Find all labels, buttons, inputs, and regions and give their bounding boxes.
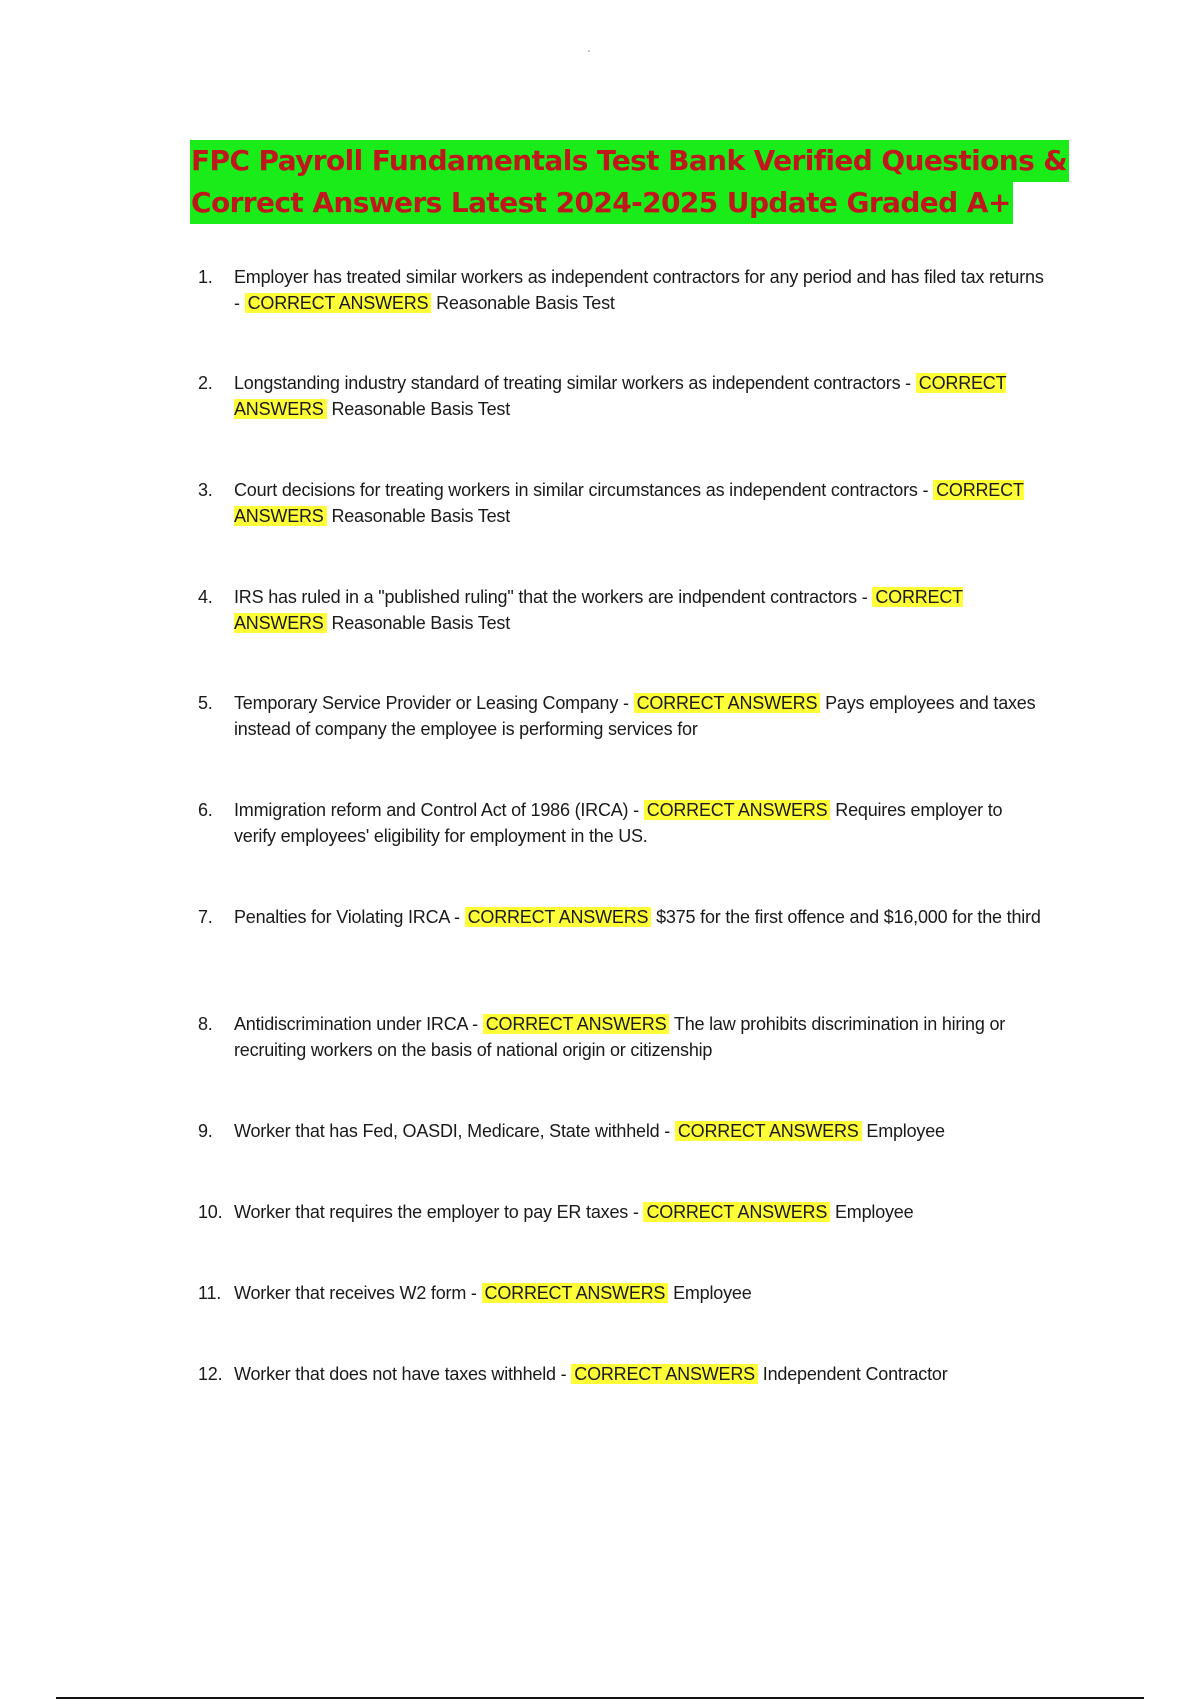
- question-body: [234, 584, 1048, 636]
- answer-text: Employee: [673, 1283, 752, 1303]
- question-text: Worker that does not have taxes withheld -: [234, 1364, 567, 1384]
- question-number: 8.: [198, 1014, 213, 1034]
- correct-answers-label: CORRECT ANSWERS: [234, 480, 1024, 526]
- question-body: [234, 904, 1048, 930]
- correct-answers-label: CORRECT ANSWERS: [644, 800, 831, 820]
- question-item-12: [198, 1361, 1048, 1387]
- question-number: 9.: [198, 1121, 213, 1141]
- question-text: Employer has treated similar workers as independent contractors for any period and has filed tax returns -: [234, 267, 1044, 313]
- question-item-9: [198, 1118, 1048, 1144]
- question-body: [234, 1118, 1048, 1144]
- question-text: Longstanding industry standard of treating similar workers as independent contractors -: [234, 373, 911, 393]
- correct-answers-label: CORRECT ANSWERS: [571, 1364, 758, 1384]
- question-body: [234, 690, 1048, 742]
- question-text: IRS has ruled in a "published ruling" that the workers are indpendent contractors -: [234, 587, 868, 607]
- question-body: [234, 370, 1048, 422]
- question-number: 7.: [198, 907, 213, 927]
- question-text: Worker that has Fed, OASDI, Medicare, State withheld -: [234, 1121, 671, 1141]
- correct-answers-label: CORRECT ANSWERS: [482, 1283, 669, 1303]
- correct-answers-label: CORRECT ANSWERS: [483, 1014, 670, 1034]
- correct-answers-label: CORRECT ANSWERS: [675, 1121, 862, 1141]
- question-item-11: [198, 1280, 1048, 1306]
- question-body: [234, 797, 1048, 849]
- question-item-3: [198, 477, 1048, 529]
- answer-text: Reasonable Basis Test: [331, 613, 511, 633]
- question-text: Penalties for Violating IRCA -: [234, 907, 460, 927]
- question-number: 12.: [198, 1364, 223, 1384]
- question-text: Worker that receives W2 form -: [234, 1283, 477, 1303]
- correct-answers-label: CORRECT ANSWERS: [634, 693, 821, 713]
- title-line-1: FPC Payroll Fundamentals Test Bank Verified Questions &: [190, 140, 1069, 182]
- answer-text: Requires employer to verify employees' eligibility for employment in the US.: [234, 800, 1003, 846]
- question-text: Antidiscrimination under IRCA -: [234, 1014, 478, 1034]
- question-text: Immigration reform and Control Act of 1986 (IRCA) -: [234, 800, 639, 820]
- answer-text: The law prohibits discrimination in hiring or recruiting workers on the basis of national origin or citizenship: [234, 1014, 1006, 1060]
- question-item-7: [198, 904, 1048, 930]
- correct-answers-label: CORRECT ANSWERS: [465, 907, 652, 927]
- answer-text: Employee: [834, 1202, 914, 1222]
- page-marker-dot: [588, 50, 590, 52]
- correct-answers-label: CORRECT ANSWERS: [245, 293, 432, 313]
- question-number: 5.: [198, 693, 213, 713]
- correct-answers-label: CORRECT ANSWERS: [643, 1202, 830, 1222]
- question-item-4: [198, 584, 1048, 636]
- question-number: 4.: [198, 587, 213, 607]
- question-number: 11.: [198, 1283, 222, 1303]
- correct-answers-label: CORRECT ANSWERS: [234, 587, 963, 633]
- question-body: [234, 1011, 1048, 1063]
- question-item-10: [198, 1199, 1048, 1225]
- question-number: 3.: [198, 480, 213, 500]
- question-text: Court decisions for treating workers in similar circumstances as independent contractors -: [234, 480, 929, 500]
- answer-text: $375 for the first offence and $16,000 for the third: [656, 907, 1041, 927]
- answer-text: Pays employees and taxes instead of company the employee is performing services for: [234, 693, 1036, 739]
- question-body: [234, 1280, 1048, 1306]
- question-body: [234, 477, 1048, 529]
- question-item-1: [198, 264, 1048, 316]
- question-item-8: [198, 1011, 1048, 1063]
- question-text: Temporary Service Provider or Leasing Company -: [234, 693, 629, 713]
- question-body: [234, 1361, 1048, 1387]
- question-number: 6.: [198, 800, 213, 820]
- answer-text: Reasonable Basis Test: [436, 293, 615, 313]
- answer-text: Employee: [866, 1121, 945, 1141]
- title-line-2: Correct Answers Latest 2024-2025 Update Graded A+: [190, 182, 1013, 224]
- question-item-2: [198, 370, 1048, 422]
- document-title: [190, 140, 1069, 224]
- question-number: 1.: [198, 267, 213, 287]
- question-item-5: [198, 690, 1048, 742]
- answer-text: Independent Contractor: [762, 1364, 948, 1384]
- question-item-6: [198, 797, 1048, 849]
- question-number: 2.: [198, 373, 213, 393]
- page-bottom-rule: [56, 1697, 1144, 1699]
- answer-text: Reasonable Basis Test: [331, 506, 511, 526]
- answer-text: Reasonable Basis Test: [331, 399, 511, 419]
- question-body: [234, 264, 1048, 316]
- question-text: Worker that requires the employer to pay ER taxes -: [234, 1202, 639, 1222]
- question-number: 10.: [198, 1202, 223, 1222]
- question-body: [234, 1199, 1048, 1225]
- correct-answers-label: CORRECT ANSWERS: [234, 373, 1007, 419]
